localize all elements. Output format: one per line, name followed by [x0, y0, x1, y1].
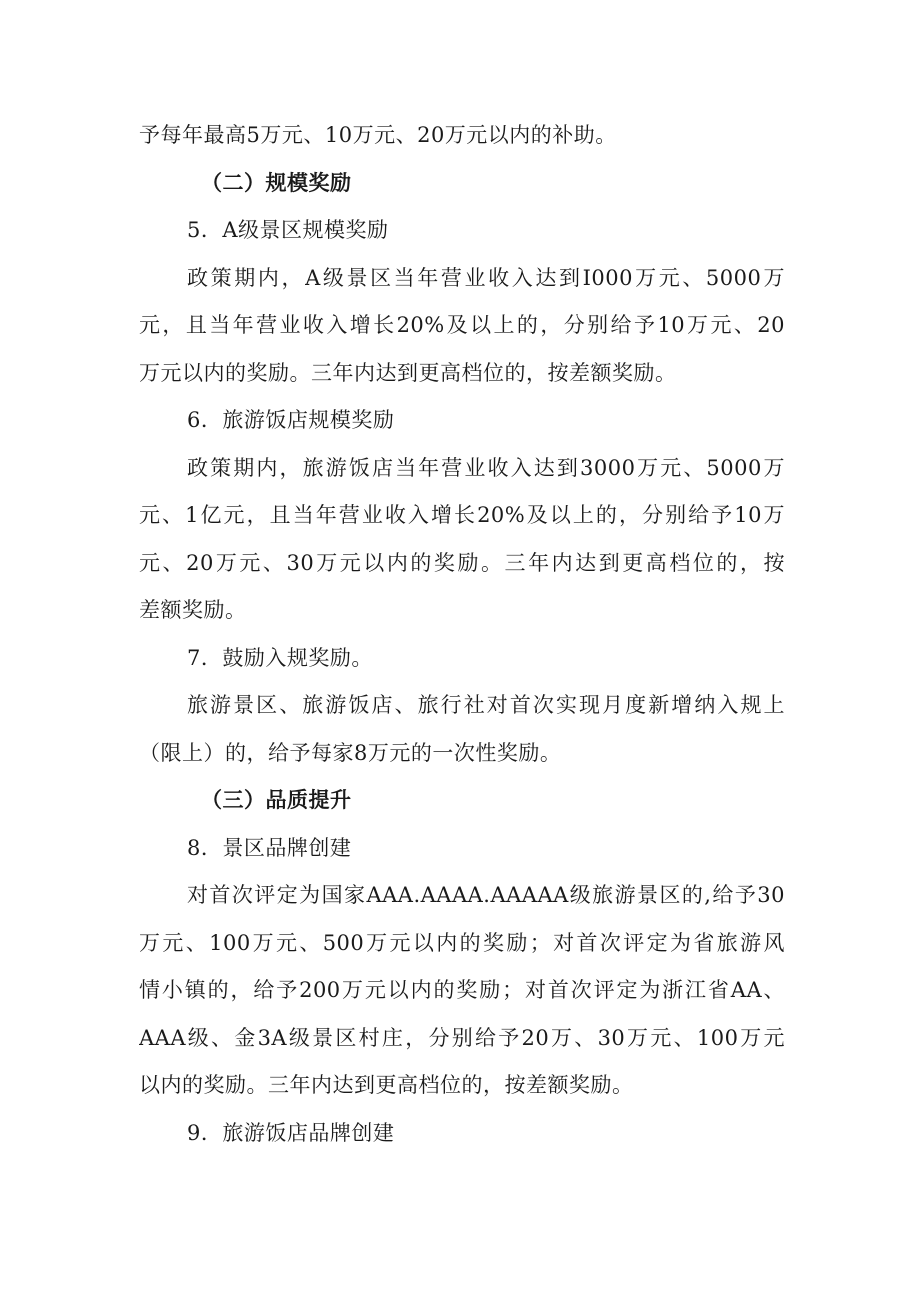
item-title: 5．A级景区规模奖励: [187, 218, 389, 242]
paragraph-line: 万元、100万元、500万元以内的奖励；对首次评定为省旅游风: [139, 930, 785, 955]
paragraph-line: 元、20万元、30万元以内的奖励。三年内达到更高档位的，按: [139, 550, 785, 575]
paragraph-line: 予每年最高5万元、10万元、20万元以内的补助。: [139, 123, 617, 147]
paragraph-line: 以内的奖励。三年内达到更高档位的，按差额奖励。: [139, 1073, 634, 1097]
paragraph-line: 旅游景区、旅游饭店、旅行社对首次实现月度新增纳入规上: [187, 693, 785, 717]
item-title: 7．鼓励入规奖励。: [187, 645, 373, 670]
section-heading: （三）品质提升: [201, 788, 352, 812]
paragraph-line: 情小镇的，给予200万元以内的奖励；对首次评定为浙江省AA、: [139, 978, 785, 1002]
paragraph-line: 元，且当年营业收入增长20%及以上的，分别给予10万元、20: [139, 313, 785, 337]
item-title: 9．旅游饭店品牌创建: [187, 1120, 395, 1145]
paragraph-line: 对首次评定为国家AAA.AAAA.AAAAA级旅游景区的,给予30: [187, 883, 785, 907]
section-heading: （二）规模奖励: [201, 170, 352, 195]
paragraph-line: 差额奖励。: [139, 598, 247, 622]
item-title: 6．旅游饭店规模奖励: [187, 408, 395, 432]
paragraph-line: （限上）的，给予每家8万元的一次性奖励。: [139, 740, 562, 765]
paragraph-line: 万元以内的奖励。三年内达到更高档位的，按差额奖励。: [139, 360, 677, 385]
paragraph-line: 政策期内，旅游饭店当年营业收入达到3000万元、5000万: [187, 455, 785, 480]
document-body: [139, 112, 785, 1157]
item-title: 8．景区品牌创建: [187, 835, 352, 860]
paragraph-line: 政策期内，A级景区当年营业收入达到I000万元、5000万: [187, 265, 785, 290]
paragraph-line: AAA级、金3A级景区村庄，分别给予20万、30万元、100万元: [139, 1025, 785, 1050]
paragraph-line: 元、1亿元，且当年营业收入增长20%及以上的，分别给予10万: [139, 503, 785, 527]
